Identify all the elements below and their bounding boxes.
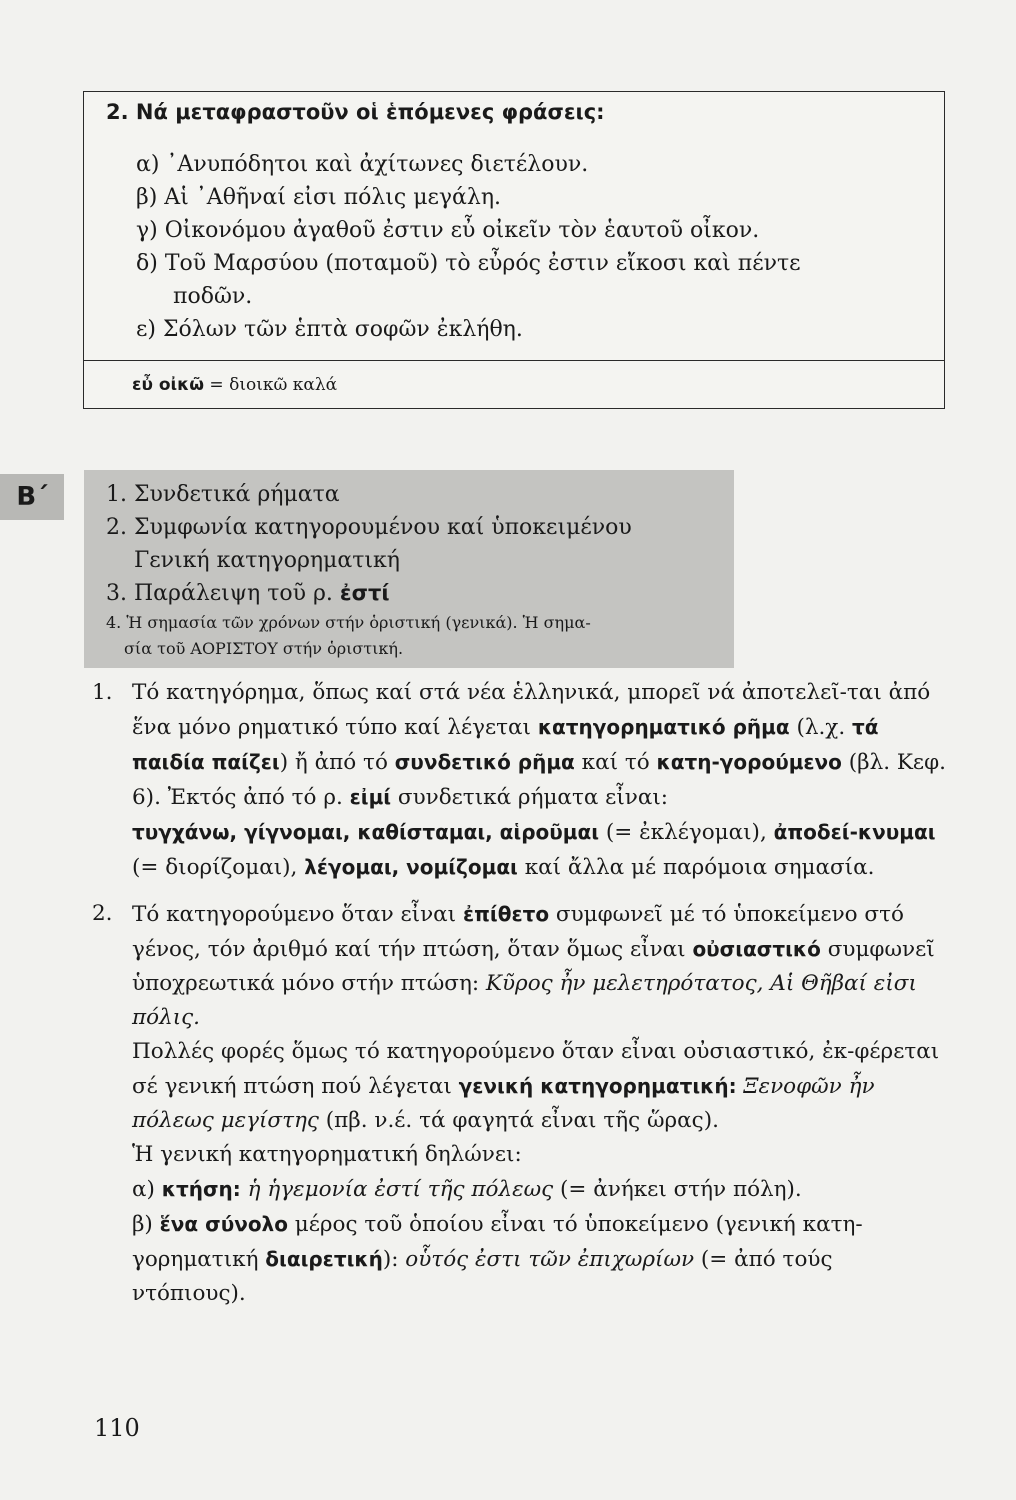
italic-example: ἡ ἡγεμονία ἐστί τῆς πόλεως: [240, 1177, 554, 1202]
paragraph-number: 1.: [92, 680, 113, 705]
list-item-b: [132, 1207, 952, 1311]
text-run: ) ἤ ἀπό τό: [279, 750, 395, 775]
exercise-item: α) ᾽Ανυπόδητοι καὶ ἀχίτωνες διετέλουν.: [136, 152, 589, 177]
page-number: 110: [94, 1414, 140, 1442]
text-run: (= ἀνήκει στήν πόλη).: [553, 1177, 802, 1202]
exercise-item: ε) Σόλων τῶν ἑπτὰ σοφῶν ἐκλήθη.: [136, 317, 523, 342]
text-run: Πολλές φορές ὅμως τό κατηγορούμενο ὅταν εἶναι οὐσιαστικό, ἐκ-φέρεται σέ γενική πτώση πού λέγεται: [132, 1039, 940, 1099]
text-run: συμφωνεῖ μέ τό ὑποκείμενο στό γένος, τόν ἀριθμό καί τήν πτώση, ὅταν ὅμως εἶναι: [132, 902, 904, 962]
bold-term: ἐπίθετο: [462, 902, 550, 926]
verb-list: [132, 815, 952, 885]
topic-item: [106, 577, 632, 610]
text-run: (= διορίζομαι),: [132, 855, 305, 880]
bold-term: τά παιδία παίζει: [132, 715, 879, 774]
text-run: Τό κατηγορούμενο ὅταν εἶναι: [132, 902, 463, 927]
exercise-title: 2. Νά μεταφραστοῦν οἱ ἑπόμενες φράσεις:: [106, 100, 605, 124]
italic-example: Κῦρος ἦν μελετηρότατος, Αἱ Θῆβαί εἰσι πόλις.: [132, 971, 917, 1030]
text-run: (πβ. ν.έ. τά φαγητά εἶναι τῆς ὥρας).: [318, 1108, 719, 1133]
text-run: καί τό: [574, 750, 657, 775]
text-run: (λ.χ.: [789, 715, 853, 740]
note-term: εὖ οἰκῶ: [132, 375, 205, 395]
list-label: α): [132, 1177, 162, 1202]
note-definition: = διοικῶ καλά: [204, 375, 338, 395]
paragraph-2: [92, 897, 952, 1311]
bold-term: γενική κατηγορηματική:: [458, 1074, 737, 1098]
paragraph-text: [132, 676, 952, 815]
bold-term: κτήση:: [161, 1177, 241, 1201]
text-run: συνδετικά ρήματα εἶναι:: [391, 785, 669, 810]
text-run: (= ἀπό τούς ντόπιους).: [132, 1247, 833, 1306]
topic-item: 2. Συμφωνία κατηγορουμένου καί ὑποκειμένου: [106, 515, 632, 540]
list-item-a: [132, 1172, 952, 1207]
vocabulary-note: [84, 360, 944, 409]
italic-example: οὗτός ἐστι τῶν ἐπιχωρίων: [405, 1247, 695, 1272]
exercise-box: [83, 91, 945, 409]
body-text: [92, 676, 952, 1323]
topics-list: [106, 478, 632, 662]
topic-item: 1. Συνδετικά ρήματα: [106, 482, 340, 507]
paragraph-text: [132, 897, 952, 1035]
vocabulary-note-text: [132, 375, 337, 395]
text-run: συμφωνεῖ ὑποχρεωτικά μόνο στήν πτώση:: [132, 937, 935, 996]
paragraph-text: [132, 1035, 952, 1138]
text-run: (βλ. Κεφ. 6). Ἐκτός ἀπό τό ρ.: [132, 750, 946, 810]
topic-item: 4. Ἡ σημασία τῶν χρόνων στήν ὁριστική (γενικά). Ἡ σημα-: [106, 613, 591, 632]
exercise-list: [136, 148, 930, 346]
bold-term: λέγομαι, νομίζομαι: [304, 855, 518, 879]
exercise-item-continuation: ποδῶν.: [173, 284, 253, 309]
exercise-item: γ) Οἰκονόμου ἀγαθοῦ ἐστιν εὖ οἰκεῖν τὸν ἑαυτοῦ οἶκον.: [136, 218, 760, 243]
topic-text: 3. Παράλειψη τοῦ ρ.: [106, 581, 340, 606]
bold-term: κατη-γορούμενο: [656, 750, 842, 774]
bold-term: ἀποδεί-κνυμαι: [773, 820, 936, 844]
topic-item-continuation: σία τοῦ ΑΟΡΙΣΤΟΥ στήν ὁριστική.: [124, 639, 404, 658]
bold-term: εἰμί: [349, 785, 392, 809]
paragraph-1: [92, 676, 952, 885]
bold-term: ἕνα σύνολο: [159, 1212, 288, 1236]
exercise-item: δ) Τοῦ Μαρσύου (ποταμοῦ) τὸ εὖρός ἐστιν εἴκοσι καὶ πέντε: [136, 251, 801, 276]
paragraph-number: 2.: [92, 901, 113, 926]
list-label: β): [132, 1212, 160, 1237]
text-run: καί ἄλλα μέ παρόμοια σημασία.: [517, 855, 875, 880]
text-run: ):: [382, 1247, 406, 1272]
italic-example: Ξενοφῶν ἦν πόλεως μεγίστης: [132, 1074, 875, 1133]
text-run: (= ἐκλέγομαι),: [599, 820, 774, 845]
topic-bold-word: ἐστί: [339, 581, 390, 605]
bold-term: συνδετικό ρῆμα: [394, 750, 575, 774]
bold-term: τυγχάνω, γίγνομαι, καθίσταμαι, αἱροῦμαι: [132, 820, 600, 844]
text-run: μέρος τοῦ ὁποίου εἶναι τό ὑποκείμενο (γενική κατη-γορηματική: [132, 1212, 863, 1272]
bold-term: κατηγορηματικό ρῆμα: [537, 715, 790, 739]
section-topics-box: [84, 470, 734, 668]
bold-term: οὐσιαστικό: [692, 937, 821, 961]
text-run: Τό κατηγόρημα, ὅπως καί στά νέα ἑλληνικά, μπορεῖ νά ἀποτελεῖ-ται ἀπό ἕνα μόνο ρηματικό τύπο καί λέγεται: [132, 680, 931, 740]
paragraph-text: Ἡ γενική κατηγορηματική δηλώνει:: [132, 1142, 522, 1167]
bold-term: διαιρετική: [265, 1247, 383, 1271]
exercise-item: β) Αἱ ᾽Αθῆναί εἰσι πόλις μεγάλη.: [136, 185, 502, 210]
topic-item-continuation: Γενική κατηγορηματική: [134, 548, 400, 573]
section-marker: Β΄: [0, 474, 64, 520]
